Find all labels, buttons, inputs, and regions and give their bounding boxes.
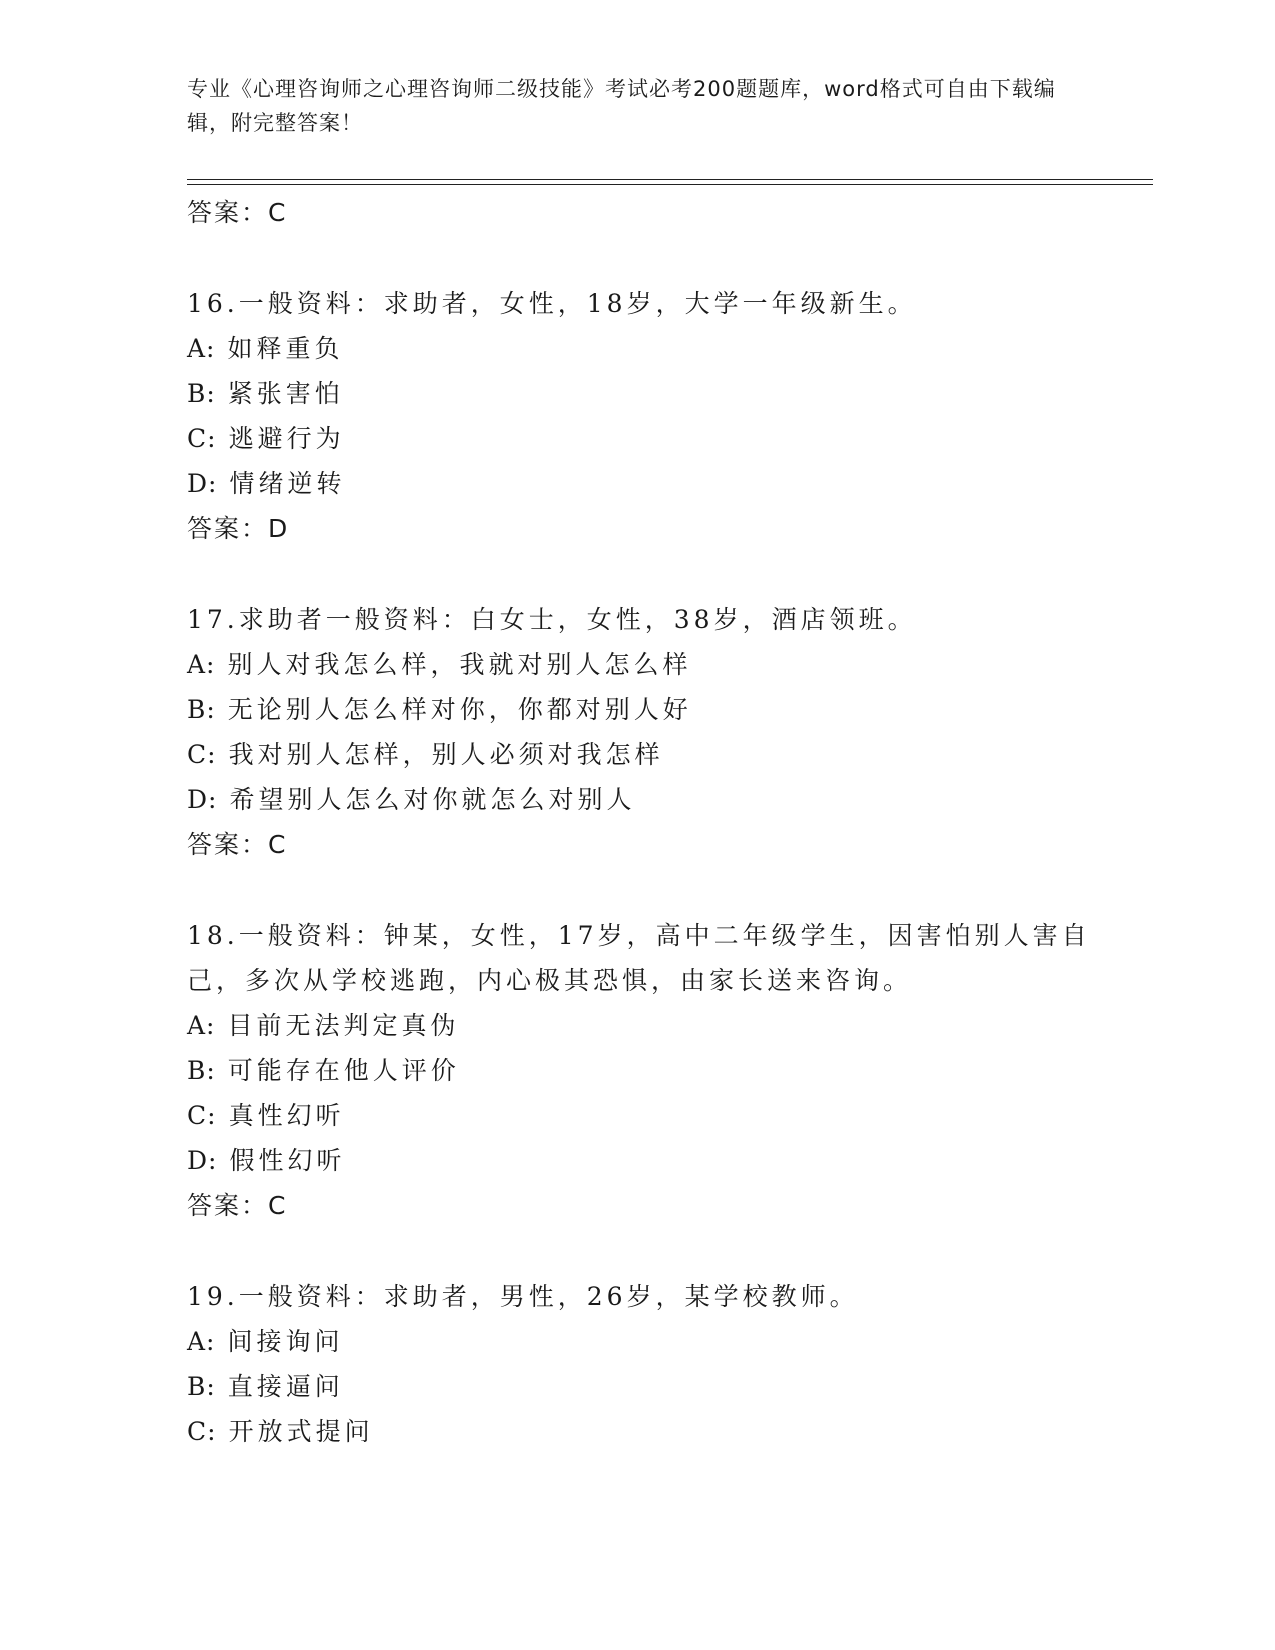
question-19 <box>187 1274 1147 1454</box>
option-b: B: 无论别人怎么样对你，你都对别人好 <box>187 695 692 724</box>
option-a: A: 如释重负 <box>187 334 344 363</box>
option-c: C: 我对别人怎样，别人必须对我怎样 <box>187 740 664 769</box>
question-16 <box>187 281 1147 551</box>
option-d: D: 情绪逆转 <box>187 469 346 498</box>
option-b: B: 可能存在他人评价 <box>187 1056 460 1085</box>
question-list <box>187 190 1147 1454</box>
question-stem: 16.一般资料：求助者，女性，18岁，大学一年级新生。 <box>187 289 917 318</box>
option-a: A: 别人对我怎么样，我就对别人怎么样 <box>187 650 692 679</box>
question-answer: 答案：C <box>187 1191 287 1220</box>
option-b: B: 直接逼问 <box>187 1372 344 1401</box>
option-a: A: 间接询问 <box>187 1327 344 1356</box>
answer-value: C <box>268 198 287 227</box>
question-stem: 19.一般资料：求助者，男性，26岁，某学校教师。 <box>187 1282 859 1311</box>
document-header: 专业《心理咨询师之心理咨询师二级技能》考试必考200题题库，word格式可自由下载编辑，附完整答案！ <box>187 77 1056 135</box>
option-d: D: 假性幻听 <box>187 1146 346 1175</box>
option-c: C: 开放式提问 <box>187 1417 374 1446</box>
option-c: C: 真性幻听 <box>187 1101 345 1130</box>
question-answer: 答案：C <box>187 830 287 859</box>
header-divider-bottom <box>187 184 1153 185</box>
option-d: D: 希望别人怎么对你就怎么对别人 <box>187 785 636 814</box>
question-18 <box>187 913 1147 1228</box>
option-b: B: 紧张害怕 <box>187 379 344 408</box>
question-17 <box>187 597 1147 867</box>
option-a: A: 目前无法判定真伪 <box>187 1011 460 1040</box>
option-c: C: 逃避行为 <box>187 424 345 453</box>
question-stem: 17.求助者一般资料：白女士，女性，38岁，酒店领班。 <box>187 605 917 634</box>
answer-label: 答案： <box>187 198 269 227</box>
previous-answer <box>187 190 1147 235</box>
header-divider-top <box>187 179 1153 180</box>
question-answer: 答案：D <box>187 514 289 543</box>
question-stem: 18.一般资料：钟某，女性，17岁，高中二年级学生，因害怕别人害自己，多次从学校逃跑，内心极其恐惧，由家长送来咨询。 <box>187 921 1091 995</box>
